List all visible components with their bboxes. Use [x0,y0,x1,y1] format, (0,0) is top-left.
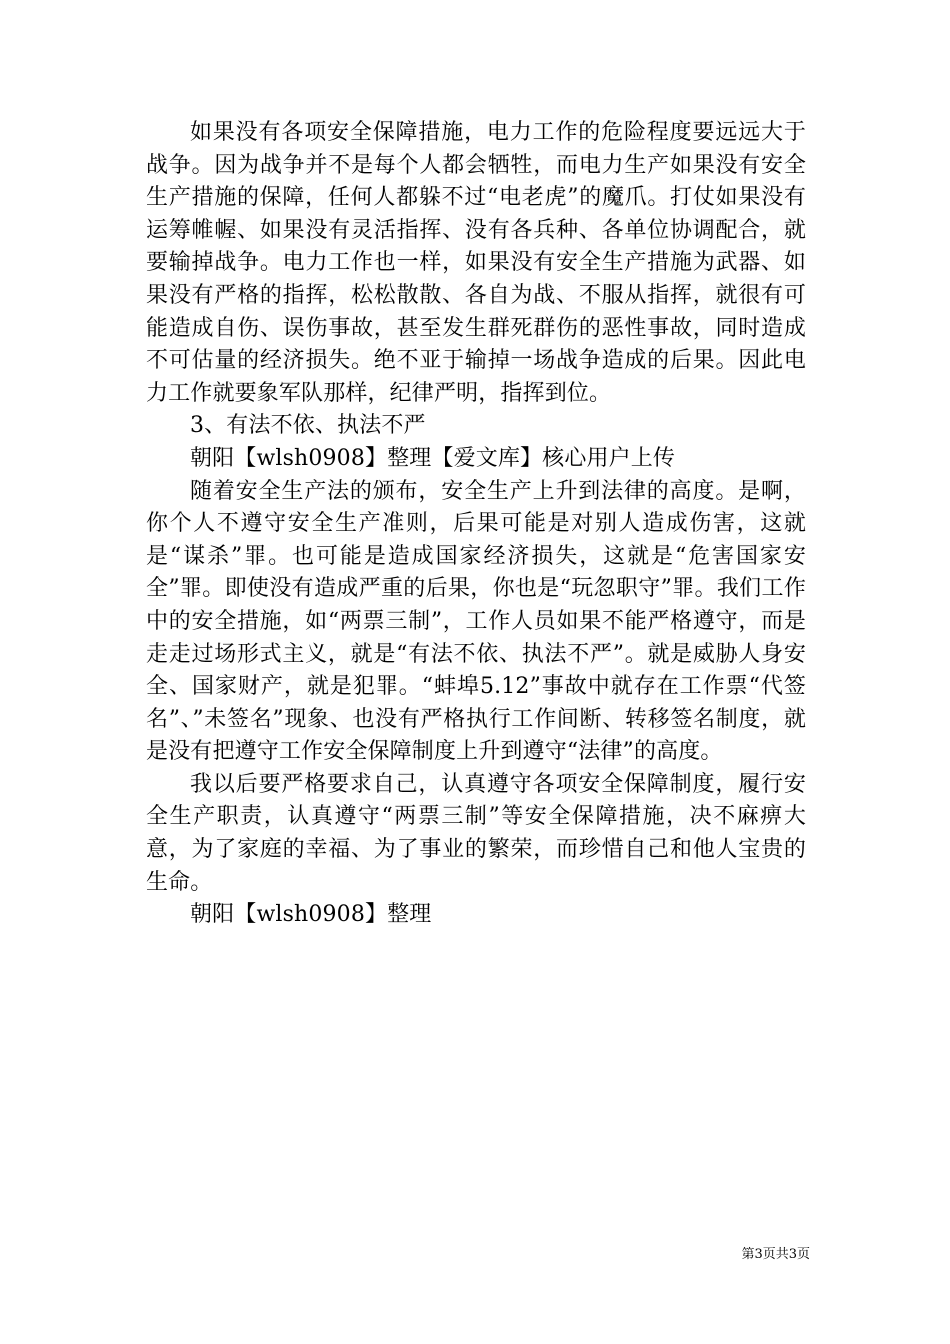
paragraph-personal-commitment: 我以后要严格要求自己，认真遵守各项安全保障制度，履行安全生产职责，认真遵守“两票三制”等安全保障措施，决不麻痹大意，为了家庭的幸福、为了事业的繁荣，而珍惜自己和他人宝贵的生命。 [146,771,806,895]
paragraph-safety-law: 随着安全生产法的颁布，安全生产上升到法律的高度。是啊，你个人不遵守安全生产准则，后果可能是对别人造成伤害，这就是“谋杀”罪。也可能是造成国家经济损失，这就是“危害国家安全”罪。即使没有造成严重的后果，你也是“玩忽职守”罪。我们工作中的安全措施，如“两票三制”，工作人员如果不能严格遵守，而是走走过场形式主义，就是“有法不依、执法不严”。就是威胁人身安全、国家财产，就是犯罪。“蚌埠5.12”事故中就存在工作票“代签名”、”未签名”现象、也没有严格执行工作间断、转移签名制度，就是没有把遵守工作安全保障制度上升到遵守“法律”的高度。 [146,478,806,765]
page-number: 第3页共3页 [741,1247,810,1262]
closing-attribution: 朝阳【wlsh0908】整理 [190,902,432,928]
document-body [146,117,806,932]
attribution-line: 朝阳【wlsh0908】整理【爱文库】核心用户上传 [190,445,676,471]
section-heading-law: 3、有法不依、执法不严 [190,413,426,439]
paragraph-danger-comparison: 如果没有各项安全保障措施，电力工作的危险程度要远远大于战争。因为战争并不是每个人都会牺牲，而电力生产如果没有安全生产措施的保障，任何人都躲不过“电老虎”的魔爪。打仗如果没有运筹帷幄、如果没有灵活指挥、没有各兵种、各单位协调配合，就要输掉战争。电力工作也一样，如果没有安全生产措施为武器、如果没有严格的指挥，松松散散、各自为战、不服从指挥，就很有可能造成自伤、误伤事故，甚至发生群死群伤的恶性事故，同时造成不可估量的经济损失。绝不亚于输掉一场战争造成的后果。因此电力工作就要象军队那样，纪律严明，指挥到位。 [146,120,806,406]
